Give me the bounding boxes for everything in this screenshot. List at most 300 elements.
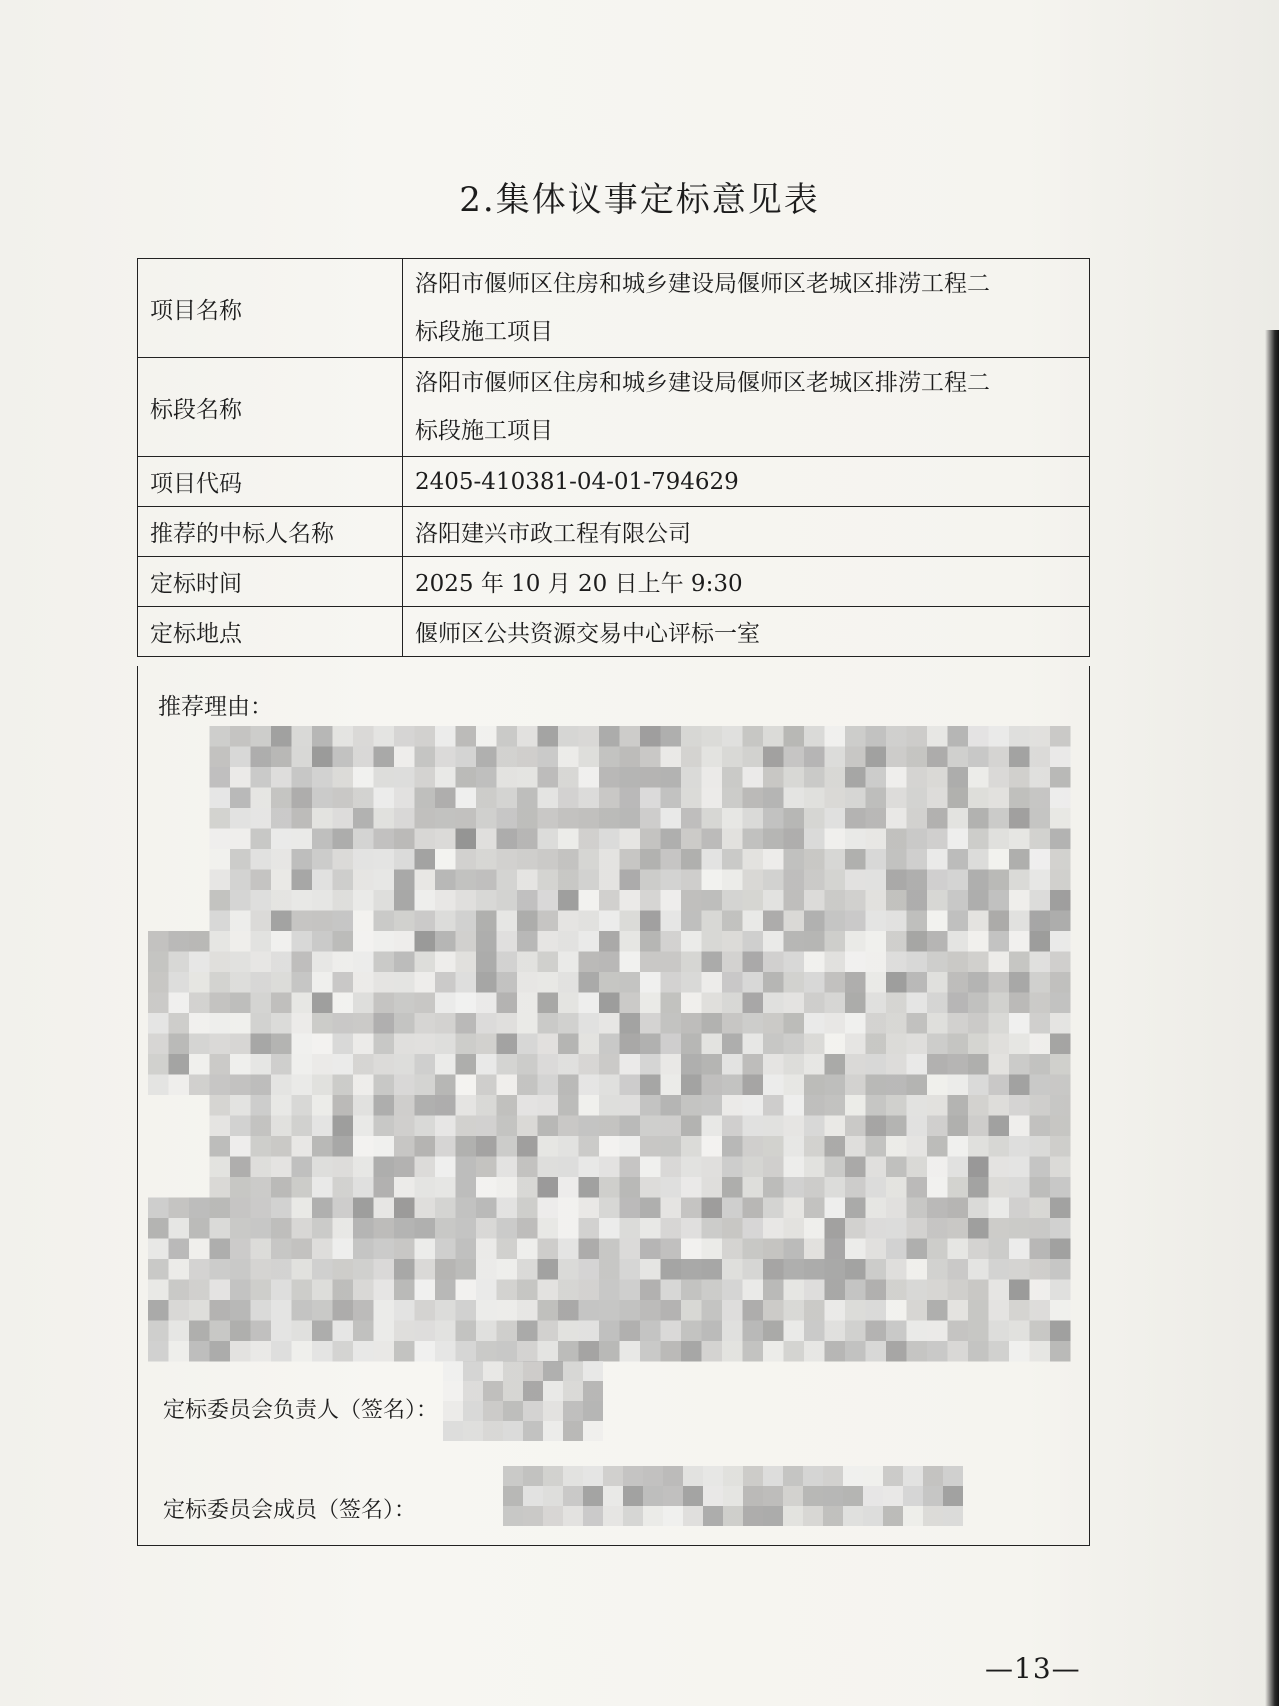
redaction-pixel: [353, 849, 374, 870]
redaction-pixel: [661, 993, 682, 1014]
redaction-pixel: [312, 747, 333, 768]
redaction-pixel: [845, 1280, 866, 1301]
redaction-pixel: [763, 1259, 784, 1280]
redaction-pixel: [661, 1013, 682, 1034]
redaction-pixel: [948, 1054, 969, 1075]
redaction-pixel: [968, 726, 989, 747]
redaction-pixel: [702, 1095, 723, 1116]
redaction-pixel: [661, 1116, 682, 1137]
redaction-pixel: [497, 1136, 518, 1157]
redaction-pixel: [353, 911, 374, 932]
redaction-pixel: [292, 1259, 313, 1280]
redaction-pixel: [583, 1421, 603, 1441]
redaction-pixel: [989, 808, 1010, 829]
redaction-pixel: [702, 1239, 723, 1260]
redaction-pixel: [886, 1075, 907, 1096]
redaction-pixel: [1050, 1116, 1071, 1137]
redaction-pixel: [702, 767, 723, 788]
redaction-pixel: [763, 1136, 784, 1157]
redaction-pixel: [804, 747, 825, 768]
redaction-pixel: [435, 952, 456, 973]
redaction-pixel: [476, 1177, 497, 1198]
redaction-pixel: [333, 1075, 354, 1096]
redaction-pixel: [948, 1034, 969, 1055]
redaction-pixel: [476, 972, 497, 993]
redaction-pixel: [353, 1136, 374, 1157]
redaction-pixel: [374, 747, 395, 768]
redaction-pixel: [640, 726, 661, 747]
redaction-pixel: [1030, 1054, 1051, 1075]
redaction-pixel: [886, 870, 907, 891]
redaction-pixel: [866, 1198, 887, 1219]
redaction-pixel: [927, 788, 948, 809]
redaction-pixel: [456, 808, 477, 829]
redaction-pixel: [497, 1034, 518, 1055]
redaction-pixel: [866, 890, 887, 911]
redaction-pixel: [374, 1341, 395, 1362]
redaction-pixel: [503, 1401, 523, 1421]
redaction-pixel: [866, 726, 887, 747]
redaction-pixel: [415, 870, 436, 891]
redaction-pixel: [517, 1198, 538, 1219]
redaction-pixel: [353, 1198, 374, 1219]
redaction-pixel: [169, 993, 190, 1014]
redaction-pixel: [743, 808, 764, 829]
redaction-pixel: [907, 829, 928, 850]
redaction-pixel: [743, 1177, 764, 1198]
redaction-pixel: [661, 1095, 682, 1116]
redaction-pixel: [333, 1259, 354, 1280]
redaction-pixel: [681, 1321, 702, 1342]
redaction-pixel: [1050, 788, 1071, 809]
redaction-pixel: [603, 1466, 623, 1486]
redaction-pixel: [312, 1034, 333, 1055]
redaction-pixel: [148, 952, 169, 973]
redaction-pixel: [722, 1341, 743, 1362]
redaction-pixel: [230, 1300, 251, 1321]
redaction-pixel: [169, 1321, 190, 1342]
redaction-pixel: [292, 1034, 313, 1055]
redaction-pixel: [763, 1054, 784, 1075]
redaction-pixel: [927, 952, 948, 973]
redaction-pixel: [517, 1157, 538, 1178]
redaction-pixel: [804, 1218, 825, 1239]
redaction-pixel: [722, 1075, 743, 1096]
redaction-pixel: [210, 1259, 231, 1280]
redaction-pixel: [599, 1239, 620, 1260]
redaction-pixel: [230, 1136, 251, 1157]
redaction-pixel: [148, 1239, 169, 1260]
redaction-pixel: [558, 870, 579, 891]
redaction-pixel: [435, 911, 456, 932]
redaction-pixel: [866, 1218, 887, 1239]
redaction-pixel: [579, 1034, 600, 1055]
redaction-pixel: [702, 1280, 723, 1301]
redaction-pixel: [683, 1466, 703, 1486]
redaction-pixel: [579, 1198, 600, 1219]
redaction-pixel: [886, 1157, 907, 1178]
redaction-pixel: [886, 911, 907, 932]
redaction-pixel: [968, 1239, 989, 1260]
redaction-pixel: [538, 1341, 559, 1362]
redaction-pixel: [681, 767, 702, 788]
redaction-pixel: [415, 1034, 436, 1055]
redaction-pixel: [825, 1259, 846, 1280]
redaction-pixel: [825, 972, 846, 993]
redaction-pixel: [825, 726, 846, 747]
redaction-pixel: [189, 1341, 210, 1362]
redaction-pixel: [169, 1300, 190, 1321]
redaction-pixel: [640, 1136, 661, 1157]
redaction-pixel: [620, 849, 641, 870]
redaction-pixel: [661, 1239, 682, 1260]
redaction-pixel: [643, 1506, 663, 1526]
redaction-pixel: [563, 1506, 583, 1526]
redaction-pixel: [333, 890, 354, 911]
redaction-pixel: [863, 1466, 883, 1486]
redaction-pixel: [312, 1218, 333, 1239]
pixelated-redaction: [148, 726, 1083, 1366]
redaction-pixel: [620, 726, 641, 747]
redaction-pixel: [681, 972, 702, 993]
redaction-pixel: [763, 1321, 784, 1342]
redaction-pixel: [968, 767, 989, 788]
redaction-pixel: [845, 1239, 866, 1260]
redaction-pixel: [333, 1280, 354, 1301]
redaction-pixel: [825, 993, 846, 1014]
redaction-pixel: [579, 1300, 600, 1321]
redaction-pixel: [661, 808, 682, 829]
redaction-pixel: [497, 1116, 518, 1137]
row-value: 2025 年 10 月 20 日上午 9:30: [403, 557, 1090, 607]
redaction-pixel: [804, 1239, 825, 1260]
redaction-pixel: [251, 788, 272, 809]
redaction-pixel: [927, 1116, 948, 1137]
redaction-pixel: [251, 767, 272, 788]
redaction-pixel: [169, 1034, 190, 1055]
redaction-pixel: [415, 1054, 436, 1075]
redaction-pixel: [681, 1116, 702, 1137]
redaction-pixel: [722, 1321, 743, 1342]
redaction-pixel: [702, 1300, 723, 1321]
redaction-pixel: [599, 1034, 620, 1055]
redaction-pixel: [681, 788, 702, 809]
redaction-pixel: [579, 788, 600, 809]
redaction-pixel: [415, 1218, 436, 1239]
redaction-pixel: [517, 726, 538, 747]
redaction-pixel: [517, 1116, 538, 1137]
redaction-pixel: [333, 1157, 354, 1178]
redaction-pixel: [948, 1075, 969, 1096]
redaction-pixel: [558, 767, 579, 788]
redaction-pixel: [804, 972, 825, 993]
redaction-pixel: [989, 1259, 1010, 1280]
redaction-pixel: [292, 1116, 313, 1137]
redaction-pixel: [538, 1218, 559, 1239]
redaction-pixel: [415, 993, 436, 1014]
redaction-pixel: [743, 1198, 764, 1219]
redaction-pixel: [804, 1300, 825, 1321]
redaction-pixel: [989, 1321, 1010, 1342]
redaction-pixel: [743, 1075, 764, 1096]
redaction-pixel: [723, 1466, 743, 1486]
redaction-pixel: [989, 890, 1010, 911]
redaction-pixel: [743, 931, 764, 952]
redaction-pixel: [743, 1116, 764, 1137]
redaction-pixel: [538, 1116, 559, 1137]
redaction-pixel: [927, 1034, 948, 1055]
redaction-pixel: [866, 808, 887, 829]
redaction-pixel: [1050, 1054, 1071, 1075]
redaction-pixel: [804, 1259, 825, 1280]
redaction-pixel: [312, 1054, 333, 1075]
redaction-pixel: [1050, 1321, 1071, 1342]
redaction-pixel: [435, 1136, 456, 1157]
redaction-pixel: [702, 1034, 723, 1055]
redaction-pixel: [1030, 1218, 1051, 1239]
redaction-pixel: [599, 1280, 620, 1301]
redaction-pixel: [784, 1034, 805, 1055]
redaction-pixel: [333, 808, 354, 829]
redaction-pixel: [866, 767, 887, 788]
redaction-pixel: [886, 1034, 907, 1055]
redaction-pixel: [538, 890, 559, 911]
signature-redaction: [443, 1361, 613, 1441]
redaction-pixel: [866, 993, 887, 1014]
redaction-pixel: [804, 1341, 825, 1362]
info-table: [137, 258, 1090, 657]
redaction-pixel: [271, 972, 292, 993]
redaction-pixel: [804, 1013, 825, 1034]
redaction-pixel: [210, 1054, 231, 1075]
redaction-pixel: [312, 890, 333, 911]
redaction-pixel: [825, 1054, 846, 1075]
redaction-pixel: [620, 1198, 641, 1219]
redaction-pixel: [558, 1198, 579, 1219]
redaction-pixel: [517, 829, 538, 850]
redaction-pixel: [538, 1157, 559, 1178]
redaction-pixel: [538, 1075, 559, 1096]
redaction-pixel: [497, 952, 518, 973]
redaction-pixel: [743, 747, 764, 768]
redaction-pixel: [456, 1075, 477, 1096]
redaction-pixel: [374, 1054, 395, 1075]
redaction-pixel: [394, 1280, 415, 1301]
redaction-pixel: [374, 993, 395, 1014]
redaction-pixel: [476, 1280, 497, 1301]
redaction-pixel: [661, 1177, 682, 1198]
redaction-pixel: [476, 1075, 497, 1096]
redaction-pixel: [948, 1239, 969, 1260]
redaction-pixel: [394, 890, 415, 911]
redaction-pixel: [476, 726, 497, 747]
redaction-pixel: [948, 808, 969, 829]
redaction-pixel: [681, 1013, 702, 1034]
redaction-pixel: [563, 1486, 583, 1506]
redaction-pixel: [333, 788, 354, 809]
redaction-pixel: [825, 1034, 846, 1055]
redaction-pixel: [374, 849, 395, 870]
redaction-pixel: [803, 1466, 823, 1486]
redaction-pixel: [230, 1321, 251, 1342]
redaction-pixel: [251, 911, 272, 932]
redaction-pixel: [517, 952, 538, 973]
redaction-pixel: [497, 747, 518, 768]
redaction-pixel: [620, 1013, 641, 1034]
redaction-pixel: [189, 993, 210, 1014]
redaction-pixel: [333, 1054, 354, 1075]
redaction-pixel: [661, 1280, 682, 1301]
redaction-pixel: [763, 1157, 784, 1178]
redaction-pixel: [312, 767, 333, 788]
redaction-pixel: [599, 1218, 620, 1239]
redaction-pixel: [1009, 1300, 1030, 1321]
redaction-pixel: [415, 952, 436, 973]
redaction-pixel: [640, 911, 661, 932]
redaction-pixel: [456, 1177, 477, 1198]
redaction-pixel: [312, 911, 333, 932]
redaction-pixel: [866, 952, 887, 973]
redaction-pixel: [251, 808, 272, 829]
redaction-pixel: [784, 1095, 805, 1116]
redaction-pixel: [210, 1157, 231, 1178]
redaction-pixel: [169, 1075, 190, 1096]
redaction-pixel: [558, 1095, 579, 1116]
row-value-line: 标段施工项目: [415, 319, 553, 345]
redaction-pixel: [683, 1506, 703, 1526]
redaction-pixel: [640, 1239, 661, 1260]
redaction-pixel: [661, 1259, 682, 1280]
redaction-pixel: [804, 788, 825, 809]
redaction-pixel: [866, 911, 887, 932]
redaction-pixel: [722, 1157, 743, 1178]
redaction-pixel: [927, 911, 948, 932]
redaction-pixel: [251, 993, 272, 1014]
redaction-pixel: [784, 993, 805, 1014]
redaction-pixel: [456, 972, 477, 993]
redaction-pixel: [886, 849, 907, 870]
redaction-pixel: [517, 747, 538, 768]
redaction-pixel: [558, 993, 579, 1014]
redaction-pixel: [722, 1218, 743, 1239]
redaction-pixel: [292, 808, 313, 829]
redaction-pixel: [230, 788, 251, 809]
redaction-pixel: [968, 993, 989, 1014]
redaction-pixel: [394, 1218, 415, 1239]
redaction-pixel: [743, 1321, 764, 1342]
redaction-pixel: [292, 1280, 313, 1301]
redaction-pixel: [189, 1280, 210, 1301]
redaction-pixel: [292, 849, 313, 870]
redaction-pixel: [825, 952, 846, 973]
redaction-pixel: [883, 1506, 903, 1526]
redaction-pixel: [661, 1218, 682, 1239]
redaction-pixel: [843, 1506, 863, 1526]
redaction-pixel: [640, 767, 661, 788]
redaction-pixel: [271, 747, 292, 768]
redaction-pixel: [476, 829, 497, 850]
redaction-pixel: [886, 1341, 907, 1362]
redaction-pixel: [353, 1321, 374, 1342]
redaction-pixel: [579, 808, 600, 829]
redaction-pixel: [1030, 767, 1051, 788]
redaction-pixel: [292, 726, 313, 747]
redaction-pixel: [620, 1300, 641, 1321]
redaction-pixel: [661, 829, 682, 850]
redaction-pixel: [517, 788, 538, 809]
redaction-pixel: [230, 870, 251, 891]
redaction-pixel: [927, 1341, 948, 1362]
redaction-pixel: [394, 993, 415, 1014]
redaction-pixel: [1009, 1259, 1030, 1280]
redaction-pixel: [312, 931, 333, 952]
redaction-pixel: [210, 1177, 231, 1198]
redaction-pixel: [784, 952, 805, 973]
redaction-pixel: [476, 870, 497, 891]
redaction-pixel: [927, 870, 948, 891]
redaction-pixel: [968, 1095, 989, 1116]
redaction-pixel: [251, 870, 272, 891]
redaction-pixel: [210, 870, 231, 891]
page-number: —13—: [985, 1652, 1081, 1685]
redaction-pixel: [620, 1321, 641, 1342]
redaction-pixel: [1030, 1259, 1051, 1280]
redaction-pixel: [189, 1321, 210, 1342]
redaction-pixel: [292, 1054, 313, 1075]
redaction-pixel: [623, 1506, 643, 1526]
redaction-pixel: [743, 1013, 764, 1034]
redaction-pixel: [558, 1157, 579, 1178]
redaction-pixel: [784, 726, 805, 747]
redaction-pixel: [1050, 808, 1071, 829]
redaction-pixel: [640, 829, 661, 850]
redaction-pixel: [845, 911, 866, 932]
redaction-pixel: [620, 1177, 641, 1198]
redaction-pixel: [886, 808, 907, 829]
redaction-pixel: [456, 1300, 477, 1321]
redaction-pixel: [825, 931, 846, 952]
redaction-pixel: [1050, 1300, 1071, 1321]
redaction-pixel: [620, 993, 641, 1014]
redaction-pixel: [435, 870, 456, 891]
redaction-pixel: [251, 1034, 272, 1055]
redaction-pixel: [702, 1218, 723, 1239]
redaction-pixel: [845, 747, 866, 768]
redaction-pixel: [743, 1054, 764, 1075]
redaction-pixel: [579, 1075, 600, 1096]
redaction-pixel: [435, 993, 456, 1014]
redaction-pixel: [883, 1486, 903, 1506]
redaction-pixel: [825, 849, 846, 870]
redaction-pixel: [148, 1259, 169, 1280]
redaction-pixel: [640, 1177, 661, 1198]
redaction-pixel: [989, 767, 1010, 788]
redaction-pixel: [620, 747, 641, 768]
redaction-pixel: [968, 931, 989, 952]
redaction-pixel: [989, 993, 1010, 1014]
redaction-pixel: [681, 1034, 702, 1055]
redaction-pixel: [148, 972, 169, 993]
redaction-pixel: [374, 829, 395, 850]
redaction-pixel: [476, 1095, 497, 1116]
redaction-pixel: [948, 1177, 969, 1198]
redaction-pixel: [907, 1218, 928, 1239]
redaction-pixel: [763, 952, 784, 973]
redaction-pixel: [1030, 911, 1051, 932]
redaction-pixel: [661, 931, 682, 952]
redaction-pixel: [415, 1280, 436, 1301]
redaction-pixel: [456, 1341, 477, 1362]
